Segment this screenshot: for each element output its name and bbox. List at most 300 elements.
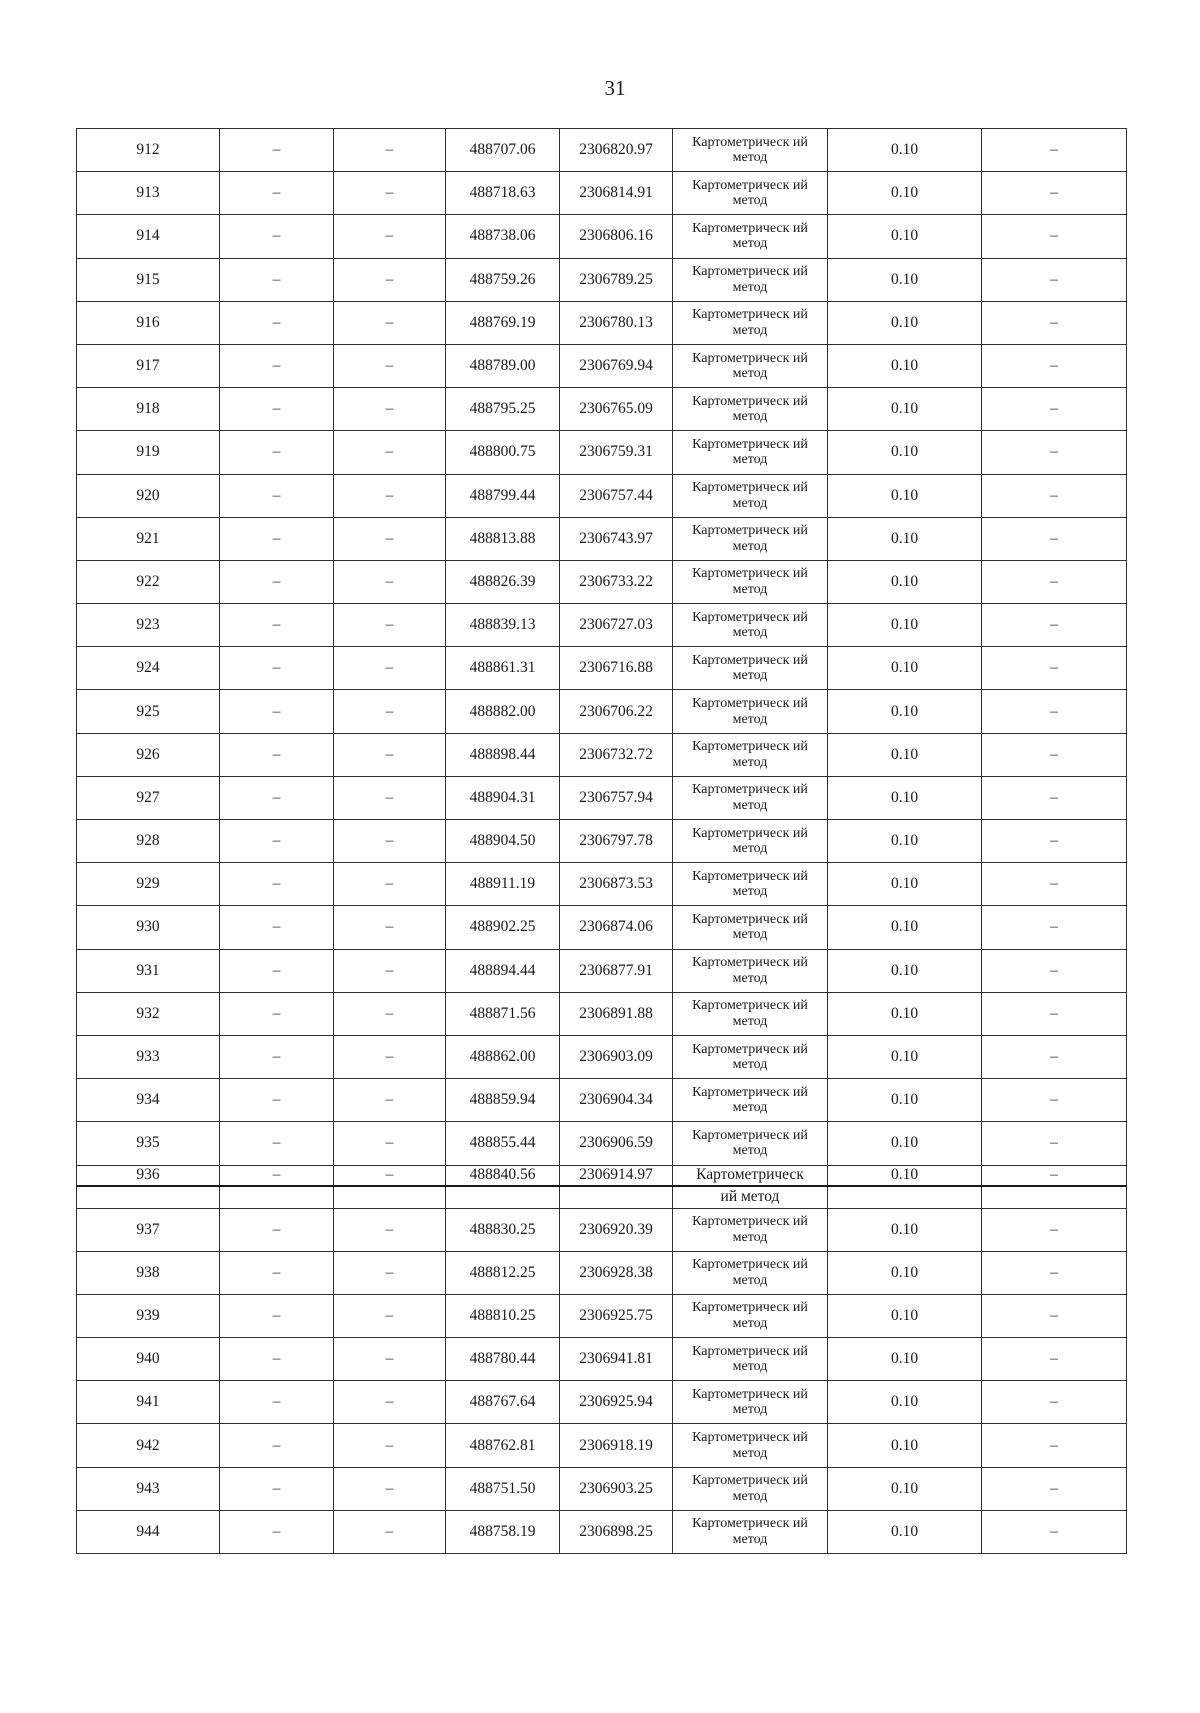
point-number-cell: 943 xyxy=(77,1467,220,1510)
empty-value-cell: – xyxy=(220,1381,334,1424)
point-number-cell: 923 xyxy=(77,604,220,647)
empty-cell xyxy=(828,1186,982,1208)
accuracy-cell: 0.10 xyxy=(828,301,982,344)
table-row xyxy=(77,215,1127,258)
empty-value-cell: – xyxy=(220,906,334,949)
accuracy-cell: 0.10 xyxy=(828,992,982,1035)
method-cell-continuation: ий метод xyxy=(673,1186,828,1208)
accuracy-cell: 0.10 xyxy=(828,1165,982,1186)
empty-value-cell: – xyxy=(334,690,446,733)
empty-value-cell: – xyxy=(334,215,446,258)
y-coordinate-cell: 2306903.09 xyxy=(560,1035,673,1078)
note-cell: – xyxy=(982,776,1127,819)
x-coordinate-cell: 488800.75 xyxy=(446,431,560,474)
point-number-cell: 938 xyxy=(77,1251,220,1294)
table-row xyxy=(77,949,1127,992)
empty-value-cell: – xyxy=(220,690,334,733)
empty-value-cell: – xyxy=(334,1035,446,1078)
note-cell: – xyxy=(982,344,1127,387)
method-cell: Картометрическ ий метод xyxy=(673,690,828,733)
empty-value-cell: – xyxy=(334,949,446,992)
table-row xyxy=(77,474,1127,517)
empty-value-cell: – xyxy=(334,863,446,906)
method-cell: Картометрическ ий метод xyxy=(673,1467,828,1510)
y-coordinate-cell: 2306877.91 xyxy=(560,949,673,992)
y-coordinate-cell: 2306789.25 xyxy=(560,258,673,301)
method-cell: Картометрическ ий метод xyxy=(673,301,828,344)
y-coordinate-cell: 2306797.78 xyxy=(560,820,673,863)
x-coordinate-cell: 488795.25 xyxy=(446,388,560,431)
point-number-cell: 933 xyxy=(77,1035,220,1078)
table-row xyxy=(77,301,1127,344)
point-number-cell: 940 xyxy=(77,1338,220,1381)
method-cell: Картометрическ ий метод xyxy=(673,344,828,387)
x-coordinate-cell: 488780.44 xyxy=(446,1338,560,1381)
note-cell: – xyxy=(982,517,1127,560)
point-number-cell: 920 xyxy=(77,474,220,517)
empty-value-cell: – xyxy=(220,1251,334,1294)
point-number-cell: 913 xyxy=(77,172,220,215)
note-cell: – xyxy=(982,1381,1127,1424)
empty-value-cell: – xyxy=(220,1294,334,1337)
point-number-cell: 941 xyxy=(77,1381,220,1424)
empty-value-cell: – xyxy=(220,1424,334,1467)
empty-cell xyxy=(982,1186,1127,1208)
y-coordinate-cell: 2306727.03 xyxy=(560,604,673,647)
x-coordinate-cell: 488767.64 xyxy=(446,1381,560,1424)
note-cell: – xyxy=(982,1294,1127,1337)
note-cell: – xyxy=(982,258,1127,301)
point-number-cell: 919 xyxy=(77,431,220,474)
point-number-cell: 912 xyxy=(77,129,220,172)
empty-value-cell: – xyxy=(220,431,334,474)
accuracy-cell: 0.10 xyxy=(828,1424,982,1467)
accuracy-cell: 0.10 xyxy=(828,560,982,603)
note-cell: – xyxy=(982,172,1127,215)
x-coordinate-cell: 488738.06 xyxy=(446,215,560,258)
table-row xyxy=(77,992,1127,1035)
x-coordinate-cell: 488751.50 xyxy=(446,1467,560,1510)
accuracy-cell: 0.10 xyxy=(828,820,982,863)
empty-value-cell: – xyxy=(220,560,334,603)
y-coordinate-cell: 2306941.81 xyxy=(560,1338,673,1381)
empty-value-cell: – xyxy=(220,1208,334,1251)
empty-value-cell: – xyxy=(334,258,446,301)
empty-value-cell: – xyxy=(334,1165,446,1186)
empty-value-cell: – xyxy=(220,1338,334,1381)
method-cell: Картометрическ ий метод xyxy=(673,992,828,1035)
table-row xyxy=(77,517,1127,560)
table-row xyxy=(77,1165,1127,1186)
empty-value-cell: – xyxy=(220,301,334,344)
accuracy-cell: 0.10 xyxy=(828,1510,982,1553)
y-coordinate-cell: 2306757.44 xyxy=(560,474,673,517)
note-cell: – xyxy=(982,690,1127,733)
table-row xyxy=(77,1381,1127,1424)
empty-value-cell: – xyxy=(220,776,334,819)
accuracy-cell: 0.10 xyxy=(828,733,982,776)
point-number-cell: 922 xyxy=(77,560,220,603)
empty-value-cell: – xyxy=(334,906,446,949)
note-cell: – xyxy=(982,647,1127,690)
point-number-cell: 937 xyxy=(77,1208,220,1251)
y-coordinate-cell: 2306898.25 xyxy=(560,1510,673,1553)
y-coordinate-cell: 2306928.38 xyxy=(560,1251,673,1294)
method-cell: Картометрическ ий метод xyxy=(673,820,828,863)
table-row xyxy=(77,1338,1127,1381)
empty-cell xyxy=(334,1186,446,1208)
note-cell: – xyxy=(982,1035,1127,1078)
point-number-cell: 942 xyxy=(77,1424,220,1467)
accuracy-cell: 0.10 xyxy=(828,647,982,690)
accuracy-cell: 0.10 xyxy=(828,258,982,301)
table-row xyxy=(77,1467,1127,1510)
point-number-cell: 932 xyxy=(77,992,220,1035)
empty-cell xyxy=(220,1186,334,1208)
table-row xyxy=(77,690,1127,733)
table-row xyxy=(77,388,1127,431)
table-row xyxy=(77,1079,1127,1122)
note-cell: – xyxy=(982,733,1127,776)
empty-value-cell: – xyxy=(334,474,446,517)
table-row xyxy=(77,258,1127,301)
y-coordinate-cell: 2306780.13 xyxy=(560,301,673,344)
x-coordinate-cell: 488826.39 xyxy=(446,560,560,603)
y-coordinate-cell: 2306903.25 xyxy=(560,1467,673,1510)
point-number-cell: 927 xyxy=(77,776,220,819)
table-row xyxy=(77,560,1127,603)
accuracy-cell: 0.10 xyxy=(828,1035,982,1078)
empty-value-cell: – xyxy=(334,431,446,474)
empty-value-cell: – xyxy=(220,992,334,1035)
accuracy-cell: 0.10 xyxy=(828,431,982,474)
empty-value-cell: – xyxy=(334,820,446,863)
y-coordinate-cell: 2306914.97 xyxy=(560,1165,673,1186)
note-cell: – xyxy=(982,906,1127,949)
accuracy-cell: 0.10 xyxy=(828,129,982,172)
y-coordinate-cell: 2306706.22 xyxy=(560,690,673,733)
accuracy-cell: 0.10 xyxy=(828,215,982,258)
point-number-cell: 939 xyxy=(77,1294,220,1337)
table-row xyxy=(77,647,1127,690)
point-number-cell: 925 xyxy=(77,690,220,733)
note-cell: – xyxy=(982,1251,1127,1294)
x-coordinate-cell: 488769.19 xyxy=(446,301,560,344)
method-cell: Картометрическ xyxy=(673,1165,828,1186)
x-coordinate-cell: 488898.44 xyxy=(446,733,560,776)
y-coordinate-cell: 2306814.91 xyxy=(560,172,673,215)
accuracy-cell: 0.10 xyxy=(828,949,982,992)
empty-value-cell: – xyxy=(334,733,446,776)
method-cell: Картометрическ ий метод xyxy=(673,1035,828,1078)
table-row xyxy=(77,431,1127,474)
accuracy-cell: 0.10 xyxy=(828,863,982,906)
method-cell: Картометрическ ий метод xyxy=(673,1208,828,1251)
table-row xyxy=(77,733,1127,776)
x-coordinate-cell: 488862.00 xyxy=(446,1035,560,1078)
note-cell: – xyxy=(982,1510,1127,1553)
empty-value-cell: – xyxy=(334,1122,446,1165)
y-coordinate-cell: 2306806.16 xyxy=(560,215,673,258)
table-row xyxy=(77,776,1127,819)
empty-value-cell: – xyxy=(334,1424,446,1467)
empty-value-cell: – xyxy=(220,1510,334,1553)
empty-value-cell: – xyxy=(220,1122,334,1165)
point-number-cell: 944 xyxy=(77,1510,220,1553)
note-cell: – xyxy=(982,431,1127,474)
note-cell: – xyxy=(982,1165,1127,1186)
method-cell: Картометрическ ий метод xyxy=(673,1122,828,1165)
table-row xyxy=(77,129,1127,172)
note-cell: – xyxy=(982,474,1127,517)
table-row xyxy=(77,1294,1127,1337)
table-row xyxy=(77,1510,1127,1553)
accuracy-cell: 0.10 xyxy=(828,1122,982,1165)
x-coordinate-cell: 488718.63 xyxy=(446,172,560,215)
empty-value-cell: – xyxy=(220,1165,334,1186)
empty-value-cell: – xyxy=(334,301,446,344)
empty-value-cell: – xyxy=(220,258,334,301)
empty-value-cell: – xyxy=(334,344,446,387)
note-cell: – xyxy=(982,1122,1127,1165)
table-row xyxy=(77,1208,1127,1251)
empty-value-cell: – xyxy=(220,1079,334,1122)
accuracy-cell: 0.10 xyxy=(828,690,982,733)
y-coordinate-cell: 2306925.94 xyxy=(560,1381,673,1424)
point-number-cell: 915 xyxy=(77,258,220,301)
method-cell: Картометрическ ий метод xyxy=(673,1251,828,1294)
empty-value-cell: – xyxy=(334,1467,446,1510)
point-number-cell: 917 xyxy=(77,344,220,387)
x-coordinate-cell: 488902.25 xyxy=(446,906,560,949)
y-coordinate-cell: 2306732.72 xyxy=(560,733,673,776)
coordinates-table xyxy=(76,128,1127,1554)
note-cell: – xyxy=(982,604,1127,647)
method-cell: Картометрическ ий метод xyxy=(673,776,828,819)
x-coordinate-cell: 488759.26 xyxy=(446,258,560,301)
method-cell: Картометрическ ий метод xyxy=(673,474,828,517)
x-coordinate-cell: 488882.00 xyxy=(446,690,560,733)
accuracy-cell: 0.10 xyxy=(828,517,982,560)
empty-value-cell: – xyxy=(334,560,446,603)
accuracy-cell: 0.10 xyxy=(828,1467,982,1510)
x-coordinate-cell: 488839.13 xyxy=(446,604,560,647)
note-cell: – xyxy=(982,863,1127,906)
method-cell: Картометрическ ий метод xyxy=(673,1294,828,1337)
empty-value-cell: – xyxy=(220,949,334,992)
empty-value-cell: – xyxy=(220,129,334,172)
method-cell: Картометрическ ий метод xyxy=(673,1338,828,1381)
point-number-cell: 929 xyxy=(77,863,220,906)
x-coordinate-cell: 488758.19 xyxy=(446,1510,560,1553)
empty-cell xyxy=(560,1186,673,1208)
note-cell: – xyxy=(982,560,1127,603)
y-coordinate-cell: 2306716.88 xyxy=(560,647,673,690)
y-coordinate-cell: 2306891.88 xyxy=(560,992,673,1035)
accuracy-cell: 0.10 xyxy=(828,172,982,215)
x-coordinate-cell: 488799.44 xyxy=(446,474,560,517)
method-cell: Картометрическ ий метод xyxy=(673,388,828,431)
y-coordinate-cell: 2306904.34 xyxy=(560,1079,673,1122)
y-coordinate-cell: 2306757.94 xyxy=(560,776,673,819)
accuracy-cell: 0.10 xyxy=(828,776,982,819)
method-cell: Картометрическ ий метод xyxy=(673,172,828,215)
table-body xyxy=(77,129,1127,1554)
empty-value-cell: – xyxy=(220,647,334,690)
x-coordinate-cell: 488830.25 xyxy=(446,1208,560,1251)
x-coordinate-cell: 488810.25 xyxy=(446,1294,560,1337)
table-row xyxy=(77,1424,1127,1467)
accuracy-cell: 0.10 xyxy=(828,1208,982,1251)
note-cell: – xyxy=(982,301,1127,344)
table-row xyxy=(77,344,1127,387)
method-cell: Картометрическ ий метод xyxy=(673,517,828,560)
note-cell: – xyxy=(982,388,1127,431)
method-cell: Картометрическ ий метод xyxy=(673,1424,828,1467)
accuracy-cell: 0.10 xyxy=(828,1079,982,1122)
method-cell: Картометрическ ий метод xyxy=(673,906,828,949)
point-number-cell: 936 xyxy=(77,1165,220,1186)
method-cell: Картометрическ ий метод xyxy=(673,1079,828,1122)
page-number: 31 xyxy=(604,76,626,100)
point-number-cell: 918 xyxy=(77,388,220,431)
x-coordinate-cell: 488762.81 xyxy=(446,1424,560,1467)
empty-value-cell: – xyxy=(334,172,446,215)
point-number-cell: 930 xyxy=(77,906,220,949)
empty-value-cell: – xyxy=(334,647,446,690)
empty-value-cell: – xyxy=(220,172,334,215)
empty-value-cell: – xyxy=(334,1381,446,1424)
accuracy-cell: 0.10 xyxy=(828,604,982,647)
x-coordinate-cell: 488855.44 xyxy=(446,1122,560,1165)
table-row xyxy=(77,906,1127,949)
accuracy-cell: 0.10 xyxy=(828,1251,982,1294)
y-coordinate-cell: 2306873.53 xyxy=(560,863,673,906)
empty-value-cell: – xyxy=(220,1467,334,1510)
empty-value-cell: – xyxy=(220,215,334,258)
table-row xyxy=(77,1035,1127,1078)
point-number-cell: 926 xyxy=(77,733,220,776)
empty-value-cell: – xyxy=(334,388,446,431)
point-number-cell: 921 xyxy=(77,517,220,560)
x-coordinate-cell: 488813.88 xyxy=(446,517,560,560)
x-coordinate-cell: 488911.19 xyxy=(446,863,560,906)
y-coordinate-cell: 2306769.94 xyxy=(560,344,673,387)
table-row xyxy=(77,604,1127,647)
empty-cell xyxy=(446,1186,560,1208)
empty-value-cell: – xyxy=(334,1079,446,1122)
empty-value-cell: – xyxy=(334,517,446,560)
note-cell: – xyxy=(982,129,1127,172)
empty-value-cell: – xyxy=(334,129,446,172)
point-number-cell: 931 xyxy=(77,949,220,992)
x-coordinate-cell: 488789.00 xyxy=(446,344,560,387)
method-cell: Картометрическ ий метод xyxy=(673,431,828,474)
point-number-cell: 934 xyxy=(77,1079,220,1122)
x-coordinate-cell: 488812.25 xyxy=(446,1251,560,1294)
empty-value-cell: – xyxy=(220,733,334,776)
y-coordinate-cell: 2306874.06 xyxy=(560,906,673,949)
accuracy-cell: 0.10 xyxy=(828,388,982,431)
x-coordinate-cell: 488894.44 xyxy=(446,949,560,992)
y-coordinate-cell: 2306733.22 xyxy=(560,560,673,603)
empty-value-cell: – xyxy=(220,517,334,560)
method-cell: Картометрическ ий метод xyxy=(673,215,828,258)
y-coordinate-cell: 2306820.97 xyxy=(560,129,673,172)
method-cell: Картометрическ ий метод xyxy=(673,949,828,992)
y-coordinate-cell: 2306765.09 xyxy=(560,388,673,431)
note-cell: – xyxy=(982,1079,1127,1122)
empty-value-cell: – xyxy=(334,992,446,1035)
point-number-cell: 928 xyxy=(77,820,220,863)
empty-value-cell: – xyxy=(334,1338,446,1381)
table-row xyxy=(77,172,1127,215)
point-number-cell: 924 xyxy=(77,647,220,690)
empty-value-cell: – xyxy=(334,604,446,647)
point-number-cell: 935 xyxy=(77,1122,220,1165)
x-coordinate-cell: 488840.56 xyxy=(446,1165,560,1186)
table-row xyxy=(77,863,1127,906)
empty-value-cell: – xyxy=(220,344,334,387)
x-coordinate-cell: 488861.31 xyxy=(446,647,560,690)
table-row-continuation xyxy=(77,1186,1127,1208)
y-coordinate-cell: 2306918.19 xyxy=(560,1424,673,1467)
point-number-cell: 914 xyxy=(77,215,220,258)
empty-value-cell: – xyxy=(334,1294,446,1337)
accuracy-cell: 0.10 xyxy=(828,344,982,387)
method-cell: Картометрическ ий метод xyxy=(673,863,828,906)
point-number-cell: 916 xyxy=(77,301,220,344)
empty-value-cell: – xyxy=(220,604,334,647)
accuracy-cell: 0.10 xyxy=(828,1338,982,1381)
empty-value-cell: – xyxy=(220,1035,334,1078)
method-cell: Картометрическ ий метод xyxy=(673,733,828,776)
method-cell: Картометрическ ий метод xyxy=(673,560,828,603)
y-coordinate-cell: 2306906.59 xyxy=(560,1122,673,1165)
x-coordinate-cell: 488859.94 xyxy=(446,1079,560,1122)
empty-value-cell: – xyxy=(220,820,334,863)
y-coordinate-cell: 2306920.39 xyxy=(560,1208,673,1251)
empty-value-cell: – xyxy=(334,1208,446,1251)
method-cell: Картометрическ ий метод xyxy=(673,604,828,647)
x-coordinate-cell: 488707.06 xyxy=(446,129,560,172)
x-coordinate-cell: 488871.56 xyxy=(446,992,560,1035)
note-cell: – xyxy=(982,992,1127,1035)
method-cell: Картометрическ ий метод xyxy=(673,258,828,301)
empty-value-cell: – xyxy=(334,1251,446,1294)
method-cell: Картометрическ ий метод xyxy=(673,647,828,690)
empty-value-cell: – xyxy=(334,1510,446,1553)
x-coordinate-cell: 488904.31 xyxy=(446,776,560,819)
accuracy-cell: 0.10 xyxy=(828,1381,982,1424)
note-cell: – xyxy=(982,215,1127,258)
note-cell: – xyxy=(982,949,1127,992)
empty-value-cell: – xyxy=(220,863,334,906)
y-coordinate-cell: 2306743.97 xyxy=(560,517,673,560)
empty-value-cell: – xyxy=(220,474,334,517)
table-row xyxy=(77,1122,1127,1165)
accuracy-cell: 0.10 xyxy=(828,1294,982,1337)
method-cell: Картометрическ ий метод xyxy=(673,1381,828,1424)
note-cell: – xyxy=(982,1338,1127,1381)
y-coordinate-cell: 2306925.75 xyxy=(560,1294,673,1337)
empty-value-cell: – xyxy=(334,776,446,819)
y-coordinate-cell: 2306759.31 xyxy=(560,431,673,474)
accuracy-cell: 0.10 xyxy=(828,906,982,949)
empty-cell xyxy=(77,1186,220,1208)
note-cell: – xyxy=(982,1424,1127,1467)
method-cell: Картометрическ ий метод xyxy=(673,129,828,172)
